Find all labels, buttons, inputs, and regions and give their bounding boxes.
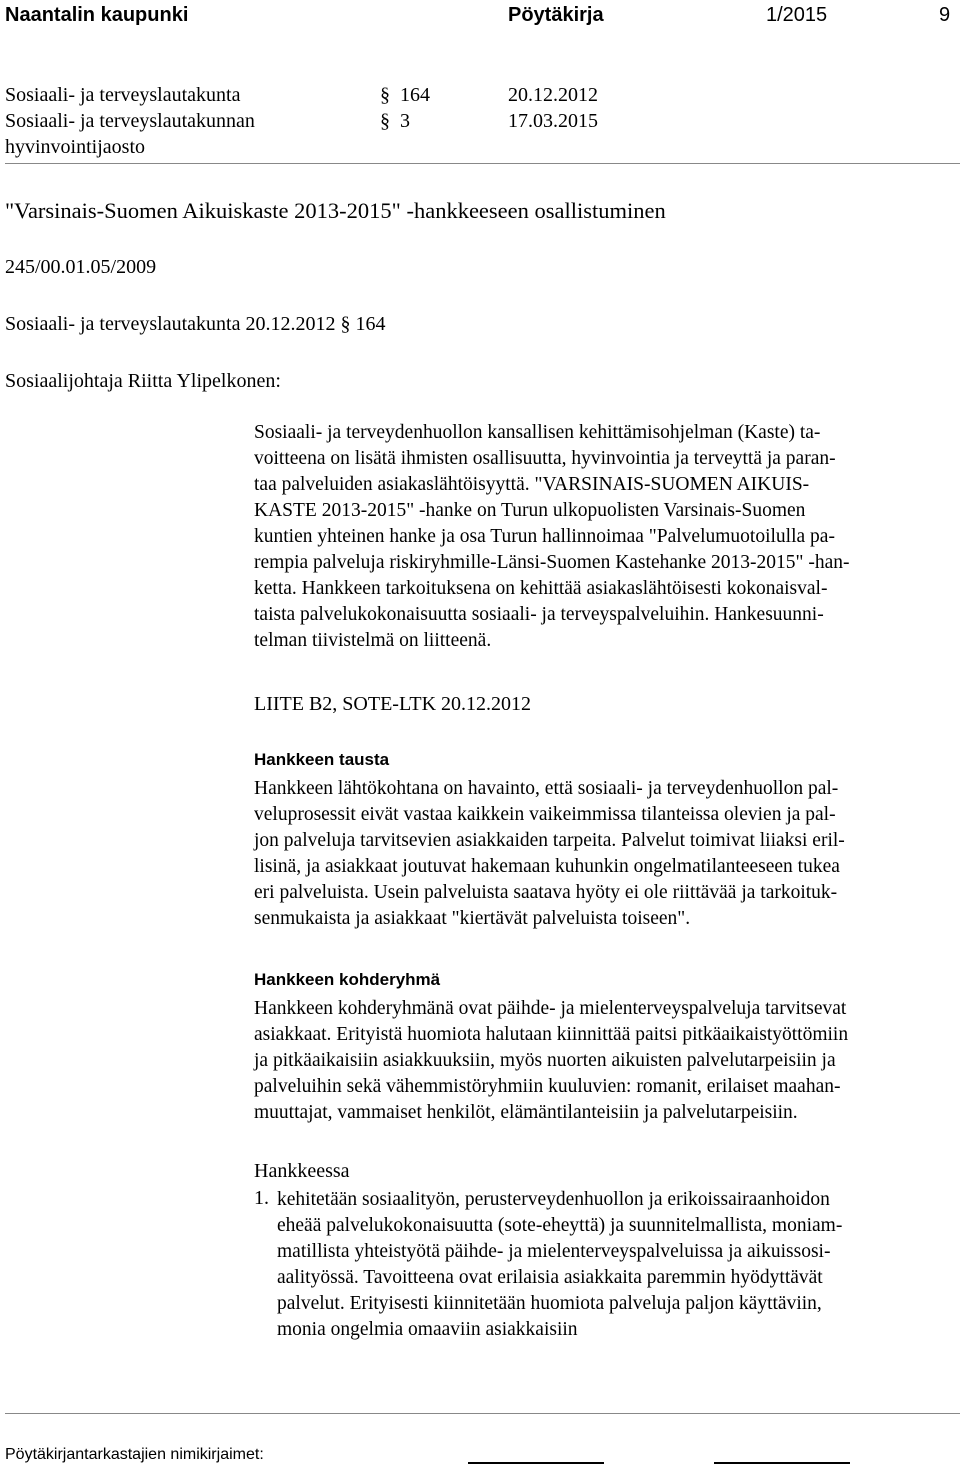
text-line: veluprosessit eivät vastaa kaikkein vaikeimmissa tilanteissa olevien ja pal- (254, 804, 836, 825)
section-heading-kohderyhma: Hankkeen kohderyhmä (254, 970, 441, 989)
text-line: ketta. Hankkeen tarkoituksena on kehittää asiakaslähtöisesti kokonaisval- (254, 578, 828, 599)
section-symbol-1: § (380, 84, 390, 106)
text-line: Hankkeen lähtökohtana on havainto, että sosiaali- ja terveydenhuollon pal- (254, 778, 839, 799)
signature-line-2 (714, 1462, 850, 1464)
protocol-number: 1/2015 (766, 4, 828, 26)
text-line: muuttajat, vammaiset henkilöt, elämäntilanteisiin ja palvelutarpeisiin. (254, 1102, 798, 1123)
text-line: jon palveluja tarvitsevien asiakkaiden tarpeita. Palvelut toimivat liiaksi eril- (254, 830, 845, 851)
text-line: palvelut. Erityisesti kiinnitetään huomiota palveluja paljon käyttäviin, (277, 1293, 822, 1314)
text-line: KASTE 2013-2015" -hanke on Turun ulkopuolisten Varsinais-Suomen (254, 500, 806, 521)
meeting-2-section: 3 (400, 110, 410, 132)
text-line: asiakkaat. Erityistä huomiota halutaan kiinnittää paitsi pitkäaikaistyöttömiin (254, 1024, 849, 1045)
text-line: telman tiivistelmä on liitteenä. (254, 630, 492, 651)
text-line: senmukaista ja asiakkaat "kiertävät palveluista toiseen". (254, 908, 691, 929)
signature-line-1 (468, 1462, 604, 1464)
meeting-2-body-cont: hyvinvointijaosto (5, 136, 145, 158)
list-item (277, 1187, 957, 1343)
section-symbol-2: § (380, 110, 390, 132)
section-heading-tausta: Hankkeen tausta (254, 750, 390, 769)
text-line: monia ongelmia omaaviin asiakkaisiin (277, 1319, 578, 1340)
footer-divider (5, 1413, 960, 1414)
text-line: aalityössä. Tavoitteena ovat erilaisia asiakkaita paremmin hyödyttävät (277, 1267, 823, 1288)
text-line: ja pitkäaikaisiin asiakkuuksiin, myös nuorten aikuisten palvelutarpeisiin ja (254, 1050, 836, 1071)
meeting-2-body: Sosiaali- ja terveyslautakunnan (5, 110, 255, 132)
text-line: palveluihin sekä vähemmistöryhmiin kuuluvien: romanit, erilaiset maahan- (254, 1076, 841, 1097)
attachment-reference: LIITE B2, SOTE-LTK 20.12.2012 (254, 693, 532, 715)
text-line: Sosiaali- ja terveydenhuollon kansallisen kehittämisohjelman (Kaste) ta- (254, 422, 821, 443)
meeting-1-date: 20.12.2012 (508, 84, 598, 106)
meeting-1-section: 164 (400, 84, 430, 106)
text-line: taa palveluiden asiakaslähtöisyyttä. "VARSINAIS-SUOMEN AIKUIS- (254, 474, 810, 495)
section-heading-hankkeessa: Hankkeessa (254, 1160, 350, 1182)
tausta-paragraph (254, 776, 960, 932)
text-line: eheää palvelukokonaisuutta (sote-eheyttä) ja suunnitelmallista, moniam- (277, 1215, 843, 1236)
presenter: Sosiaalijohtaja Riitta Ylipelkonen: (5, 370, 281, 392)
header-divider (5, 163, 960, 164)
intro-paragraph (254, 420, 960, 654)
list-item-number: 1. (254, 1187, 269, 1209)
meeting-1-body: Sosiaali- ja terveyslautakunta (5, 84, 241, 106)
previous-reference: Sosiaali- ja terveyslautakunta 20.12.2012 § 164 (5, 313, 386, 335)
signatures-label: Pöytäkirjantarkastajien nimikirjaimet: (5, 1446, 264, 1463)
text-line: matillista yhteistyötä päihde- ja mielenterveyspalveluissa ja aikuissosi- (277, 1241, 831, 1262)
kohderyhma-paragraph (254, 996, 960, 1126)
text-line: taista palvelukokonaisuutta sosiaali- ja terveyspalveluihin. Hankesuunni- (254, 604, 824, 625)
city-name: Naantalin kaupunki (5, 4, 189, 26)
page-number: 9 (939, 4, 951, 26)
reference-number: 245/00.01.05/2009 (5, 256, 157, 278)
page-title: "Varsinais-Suomen Aikuiskaste 2013-2015" -hankkeeseen osallistuminen (5, 198, 666, 223)
text-line: eri palveluista. Usein palveluista saatava hyöty ei ole riittävää ja tarkoituk- (254, 882, 838, 903)
meeting-2-date: 17.03.2015 (508, 110, 598, 132)
text-line: kuntien yhteinen hanke ja osa Turun hallinnoimaa "Palvelumuotoilulla pa- (254, 526, 835, 547)
document-type: Pöytäkirja (508, 4, 604, 26)
text-line: rempia palveluja riskiryhmille-Länsi-Suomen Kastehanke 2013-2015" -han- (254, 552, 850, 573)
text-line: kehitetään sosiaalityön, perusterveydenhuollon ja erikoissairaanhoidon (277, 1189, 830, 1210)
text-line: lisinä, ja asiakkaat joutuvat hakemaan kuhunkin ongelmatilanteeseen tukea (254, 856, 840, 877)
text-line: voitteena on lisätä ihmisten osallisuutta, hyvinvointia ja terveyttä ja paran- (254, 448, 836, 469)
text-line: Hankkeen kohderyhmänä ovat päihde- ja mielenterveyspalveluja tarvitsevat (254, 998, 847, 1019)
